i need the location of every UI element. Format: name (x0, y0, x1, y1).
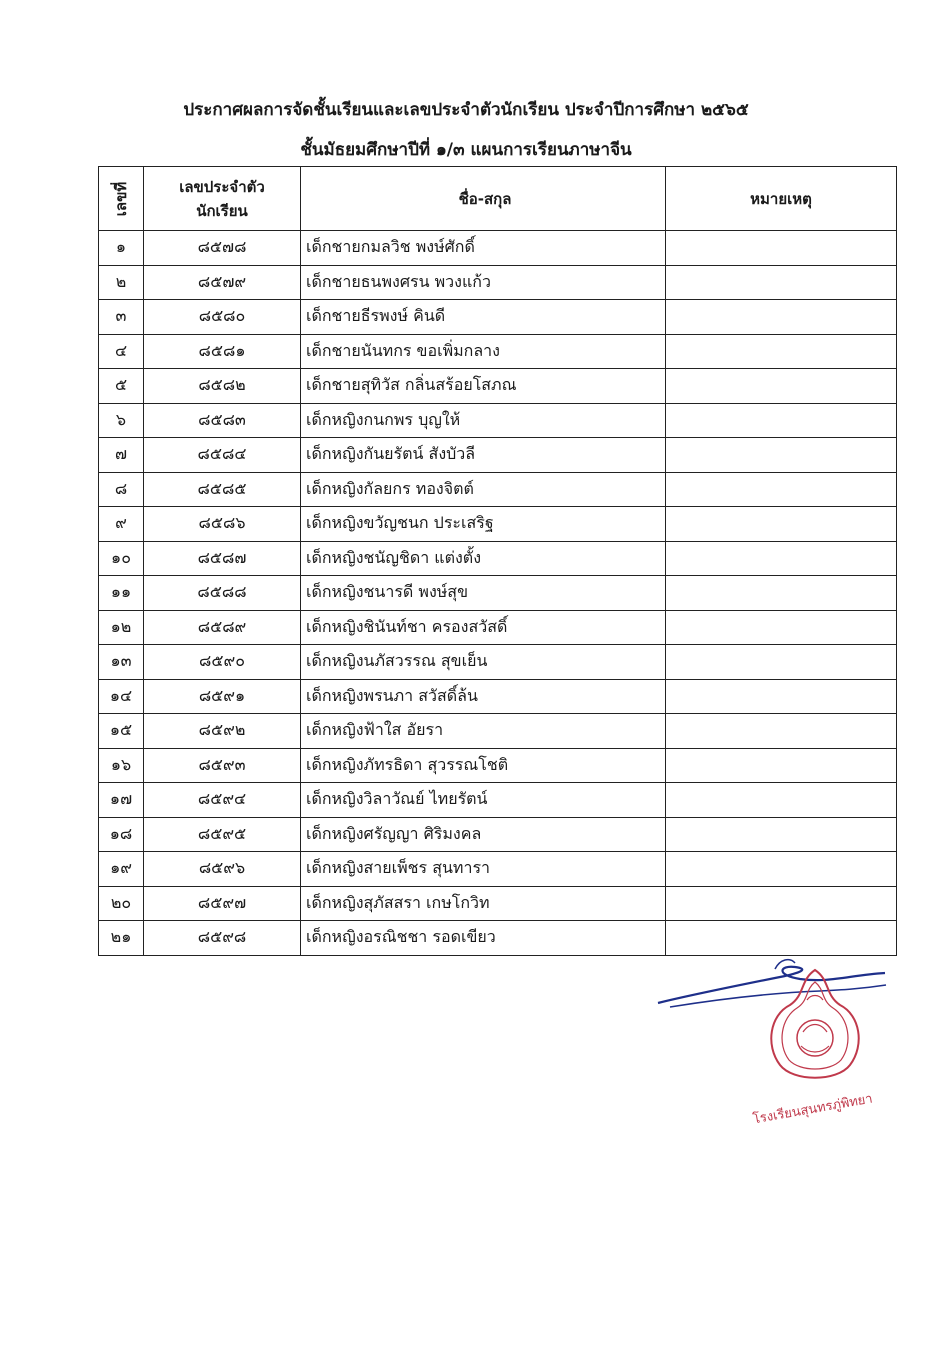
table-row (99, 576, 897, 611)
row-note (666, 541, 897, 576)
row-number: ๑๘ (99, 817, 144, 852)
student-roster-table (98, 166, 897, 956)
header-no: เลขที่ (99, 167, 144, 231)
row-note (666, 231, 897, 266)
student-name: เด็กหญิงศรัญญา ศิริมงคล (301, 817, 666, 852)
row-number: ๑๑ (99, 576, 144, 611)
student-id: ๘๕๙๕ (144, 817, 301, 852)
student-id: ๘๕๗๘ (144, 231, 301, 266)
student-id: ๘๕๙๔ (144, 783, 301, 818)
row-note (666, 921, 897, 956)
table-row (99, 610, 897, 645)
row-number: ๙ (99, 507, 144, 542)
table-row (99, 541, 897, 576)
table-row (99, 783, 897, 818)
student-name: เด็กหญิงวิลาวัณย์ ไทยรัตน์ (301, 783, 666, 818)
student-name: เด็กหญิงกนกพร บุญให้ (301, 403, 666, 438)
row-number: ๑๓ (99, 645, 144, 680)
header-student-id: เลขประจำตัว นักเรียน (144, 167, 301, 231)
row-number: ๒๐ (99, 886, 144, 921)
row-number: ๑๕ (99, 714, 144, 749)
student-name: เด็กชายธีรพงษ์ คินดี (301, 300, 666, 335)
student-name: เด็กหญิงสายเพ็ชร สุนทารา (301, 852, 666, 887)
row-number: ๔ (99, 334, 144, 369)
student-id: ๘๕๘๙ (144, 610, 301, 645)
row-note (666, 748, 897, 783)
row-note (666, 438, 897, 473)
student-id: ๘๕๘๑ (144, 334, 301, 369)
table-row (99, 472, 897, 507)
student-name: เด็กหญิงฟ้าใส อัยรา (301, 714, 666, 749)
row-number: ๗ (99, 438, 144, 473)
row-note (666, 679, 897, 714)
student-id: ๘๕๙๐ (144, 645, 301, 680)
table-row (99, 507, 897, 542)
table-row (99, 921, 897, 956)
student-name: เด็กชายกมลวิช พงษ์ศักดิ์ (301, 231, 666, 266)
table-row (99, 231, 897, 266)
header-note: หมายเหตุ (666, 167, 897, 231)
row-number: ๑ (99, 231, 144, 266)
table-row (99, 334, 897, 369)
row-number: ๓ (99, 300, 144, 335)
row-number: ๒ (99, 265, 144, 300)
student-name: เด็กหญิงอรณิชชา รอดเขียว (301, 921, 666, 956)
student-name: เด็กชายธนพงศรน พวงแก้ว (301, 265, 666, 300)
row-number: ๘ (99, 472, 144, 507)
row-note (666, 817, 897, 852)
table-row (99, 645, 897, 680)
row-note (666, 714, 897, 749)
student-name: เด็กชายสุทิวัส กลิ่นสร้อยโสภณ (301, 369, 666, 404)
row-note (666, 472, 897, 507)
row-number: ๑๒ (99, 610, 144, 645)
student-id: ๘๕๘๒ (144, 369, 301, 404)
row-number: ๒๑ (99, 921, 144, 956)
student-id: ๘๕๘๔ (144, 438, 301, 473)
row-note (666, 507, 897, 542)
student-name: เด็กหญิงชนารดี พงษ์สุข (301, 576, 666, 611)
table-row (99, 679, 897, 714)
student-id: ๘๕๘๐ (144, 300, 301, 335)
student-id: ๘๕๙๖ (144, 852, 301, 887)
table-row (99, 265, 897, 300)
table-row (99, 714, 897, 749)
row-note (666, 369, 897, 404)
student-id: ๘๕๙๓ (144, 748, 301, 783)
row-note (666, 852, 897, 887)
student-name: เด็กหญิงขวัญชนก ประเสริฐ (301, 507, 666, 542)
row-note (666, 645, 897, 680)
student-name: เด็กหญิงกัลยกร ทองจิตต์ (301, 472, 666, 507)
student-id: ๘๕๘๘ (144, 576, 301, 611)
student-name: เด็กหญิงกันยรัตน์ สังบัวลี (301, 438, 666, 473)
student-id: ๘๕๙๒ (144, 714, 301, 749)
student-name: เด็กหญิงภัทรธิดา สุวรรณโชติ (301, 748, 666, 783)
row-note (666, 403, 897, 438)
page-subtitle: ชั้นมัธยมศึกษาปีที่ ๑/๓ แผนการเรียนภาษาจีน (300, 140, 632, 160)
row-note (666, 886, 897, 921)
row-number: ๑๙ (99, 852, 144, 887)
row-note (666, 576, 897, 611)
row-number: ๑๔ (99, 679, 144, 714)
row-number: ๑๗ (99, 783, 144, 818)
student-id: ๘๕๘๖ (144, 507, 301, 542)
row-number: ๑๖ (99, 748, 144, 783)
page-title: ประกาศผลการจัดชั้นเรียนและเลขประจำตัวนักเรียน ประจำปีการศึกษา ๒๕๖๕ (183, 100, 749, 120)
row-note (666, 610, 897, 645)
student-name: เด็กหญิงชนัญชิดา แต่งตั้ง (301, 541, 666, 576)
seal-label: โรงเรียนสุนทรภู่พิทยา (751, 1091, 874, 1128)
header-name: ชื่อ-สกุล (301, 167, 666, 231)
table-row (99, 403, 897, 438)
row-note (666, 300, 897, 335)
student-id: ๘๕๙๗ (144, 886, 301, 921)
row-number: ๑๐ (99, 541, 144, 576)
table-header-row (99, 167, 897, 231)
row-number: ๖ (99, 403, 144, 438)
row-note (666, 265, 897, 300)
student-id: ๘๕๙๘ (144, 921, 301, 956)
student-id: ๘๕๘๕ (144, 472, 301, 507)
student-id: ๘๕๗๙ (144, 265, 301, 300)
table-row (99, 817, 897, 852)
student-name: เด็กหญิงนภัสวรรณ สุขเย็น (301, 645, 666, 680)
table-row (99, 852, 897, 887)
row-note (666, 783, 897, 818)
table-row (99, 300, 897, 335)
row-number: ๕ (99, 369, 144, 404)
row-note (666, 334, 897, 369)
student-name: เด็กหญิงพรนภา สวัสดิ์ล้น (301, 679, 666, 714)
school-seal-icon (745, 960, 885, 1100)
table-row (99, 886, 897, 921)
table-row (99, 748, 897, 783)
student-name: เด็กหญิงชินันท์ชา ครองสวัสดิ์ (301, 610, 666, 645)
student-id: ๘๕๘๗ (144, 541, 301, 576)
student-name: เด็กชายนันทกร ขอเพิ่มกลาง (301, 334, 666, 369)
student-name: เด็กหญิงสุภัสสรา เกษโกวิท (301, 886, 666, 921)
table-row (99, 438, 897, 473)
student-id: ๘๕๘๓ (144, 403, 301, 438)
student-id: ๘๕๙๑ (144, 679, 301, 714)
table-row (99, 369, 897, 404)
